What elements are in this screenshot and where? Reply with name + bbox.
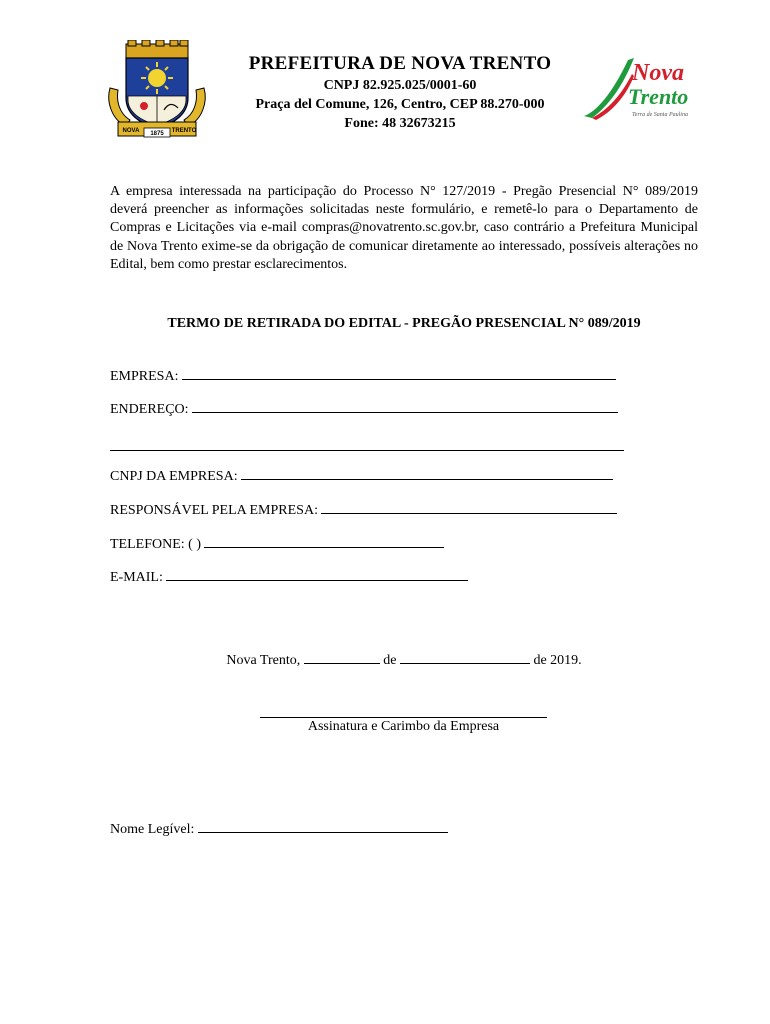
field-endereco-label: ENDEREÇO: (110, 402, 189, 417)
field-cnpj-label: CNPJ DA EMPRESA: (110, 469, 238, 484)
crest-year: 1875 (150, 131, 164, 137)
date-de: de (383, 653, 397, 668)
institution-phone: Fone: 48 32673215 (344, 116, 456, 131)
date-day-blank[interactable] (304, 651, 380, 664)
signature-line[interactable] (260, 717, 547, 718)
logo-word-trento: Trento (628, 84, 689, 109)
intro-paragraph: A empresa interessada na participação do Processo N° 127/2019 - Pregão Presencial N° 089/2019 deverá preencher as informações solicitadas neste formulário, e remetê-lo para o Departamento de Compras e Licitações via e-mail compras@novatrento.sc.gov.br, caso contrário a Prefeitura Municipal de Nova Trento exime-se da obrigação de comunicar diretamente ao interessado, possíveis alterações no Edital, bem como prestar esclarecimentos. (110, 184, 698, 272)
date-month-blank[interactable] (400, 651, 530, 664)
field-email (110, 568, 468, 587)
field-cnpj (110, 467, 613, 486)
field-nome-legivel-blank[interactable] (198, 820, 448, 833)
field-endereco-continuation-blank[interactable] (110, 450, 624, 451)
crest-banner-left: NOVA (122, 128, 140, 134)
logo-tagline: Terra de Santa Paulina (632, 112, 688, 118)
field-responsavel-label: RESPONSÁVEL PELA EMPRESA: (110, 503, 318, 518)
field-endereco (110, 400, 618, 419)
field-nome-legivel (110, 820, 448, 839)
date-year: de 2019. (533, 653, 582, 668)
date-place: Nova Trento, (226, 653, 301, 668)
field-nome-legivel-label: Nome Legível: (110, 822, 195, 837)
coat-of-arms-crest (104, 40, 210, 140)
signature-label: Assinatura e Carimbo da Empresa (307, 719, 500, 734)
institution-address: Praça del Comune, 126, Centro, CEP 88.270-000 (255, 97, 545, 112)
field-responsavel (110, 501, 617, 520)
field-empresa-label: EMPRESA: (110, 369, 179, 384)
field-endereco-blank[interactable] (192, 400, 618, 413)
field-responsavel-blank[interactable] (321, 501, 617, 514)
crest-banner-right: TRENTO (171, 128, 197, 134)
field-telefone (110, 535, 444, 554)
field-email-label: E-MAIL: (110, 570, 163, 585)
letterhead (200, 52, 600, 133)
term-title: TERMO DE RETIRADA DO EDITAL - PREGÃO PRESENCIAL N° 089/2019 (167, 316, 641, 331)
institution-title: PREFEITURA DE NOVA TRENTO (248, 53, 552, 74)
field-email-blank[interactable] (166, 568, 468, 581)
field-empresa (110, 367, 616, 386)
logo-word-nova: Nova (632, 60, 684, 86)
date-line (110, 651, 698, 669)
field-telefone-label: TELEFONE: ( ) (110, 537, 201, 552)
institution-cnpj: CNPJ 82.925.025/0001-60 (323, 78, 477, 93)
field-empresa-blank[interactable] (182, 367, 616, 380)
field-telefone-blank[interactable] (204, 535, 444, 548)
nova-trento-logo (582, 54, 694, 122)
field-cnpj-blank[interactable] (241, 467, 613, 480)
